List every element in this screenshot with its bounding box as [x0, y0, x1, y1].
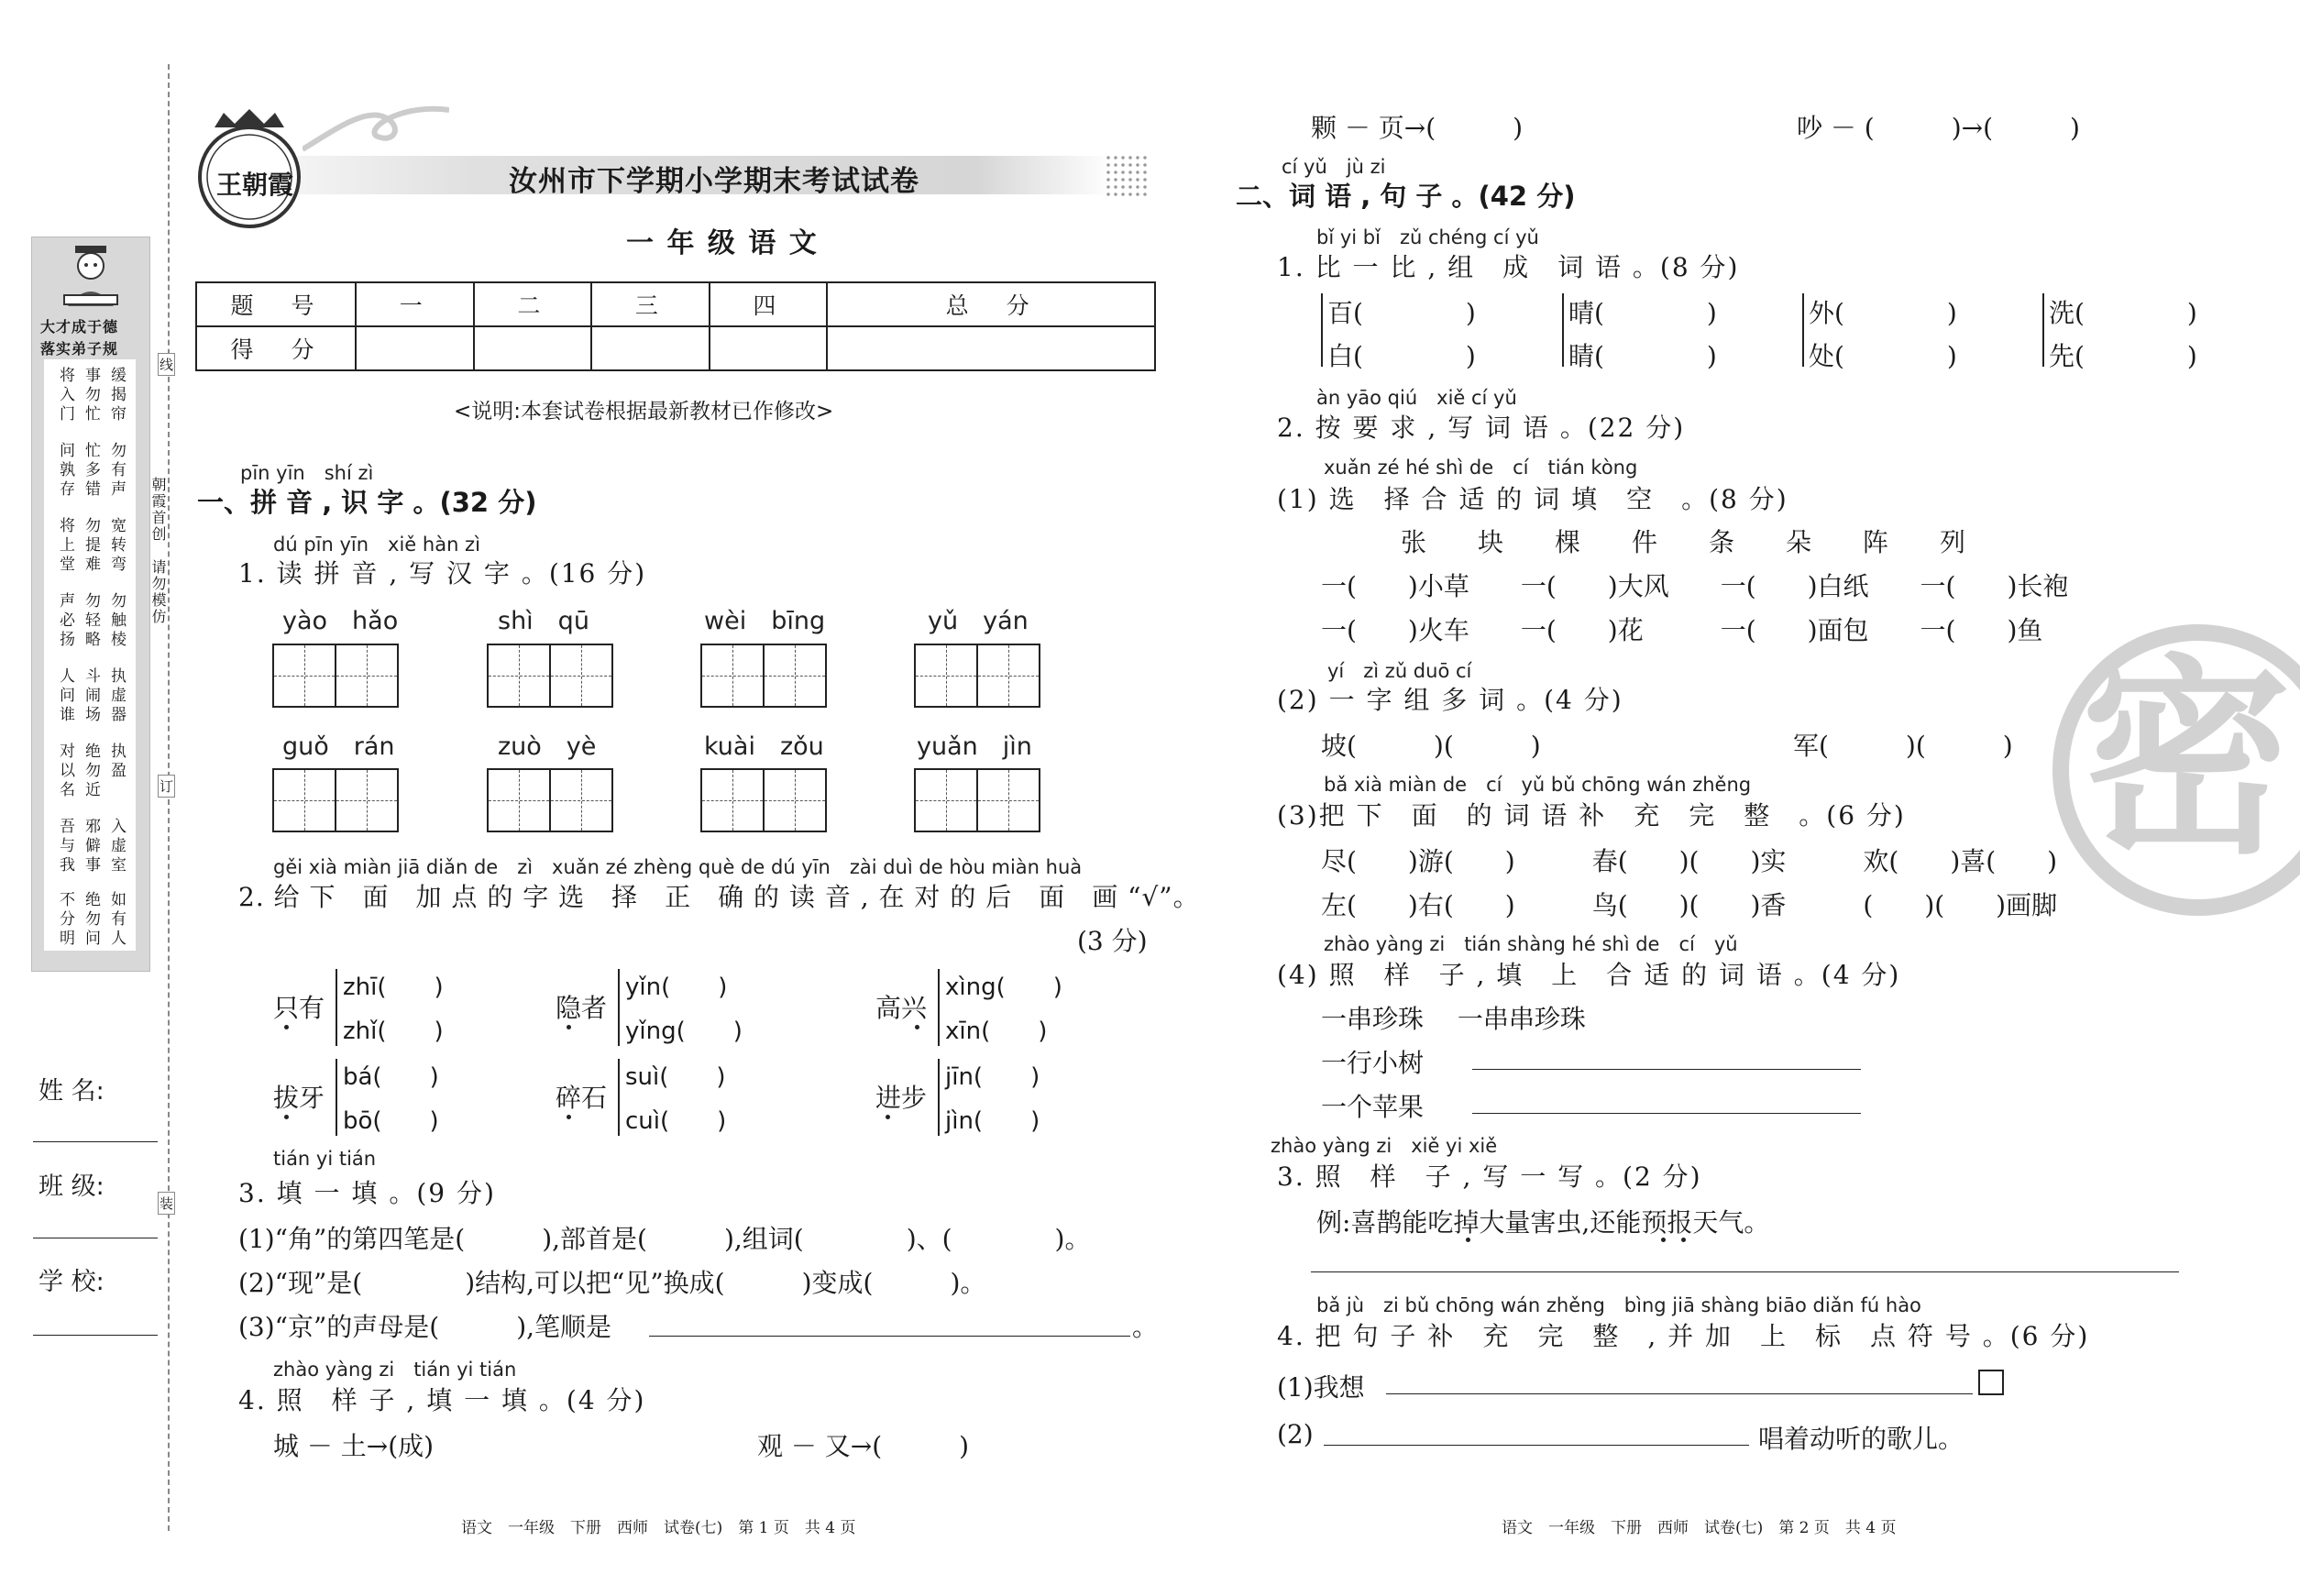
- q2-option[interactable]: xīn( ): [945, 1018, 1048, 1045]
- p4-pinyin: bǎ jù zi bǔ chōng wán zhěng bìng jiā shàng biāo diǎn fú hào: [1316, 1294, 1921, 1316]
- q2-option[interactable]: suì( ): [625, 1063, 726, 1091]
- writing-grid[interactable]: [487, 768, 611, 832]
- score-input-cell[interactable]: [591, 326, 710, 370]
- dizigui-col: 执盈: [107, 743, 126, 781]
- score-table-score-row: [196, 326, 1155, 370]
- p1-pair[interactable]: 百( ): [1327, 298, 1476, 328]
- q3-item-2: (2)“现”是( )结构,可以把“见”换成( )变成( )。: [238, 1268, 986, 1298]
- q1-word-pinyin: zuò yè: [498, 732, 597, 761]
- dizigui-col: 将上堂: [56, 517, 74, 575]
- sec2-pinyin: cí yǔ jù zi: [1282, 156, 1386, 178]
- q2-score: (3 分): [1077, 926, 1148, 956]
- q2-title: 2. 给 下 面 加 点 的 字 选 择 正 确 的 读 音 , 在 对 的 后 面 画 “√”。: [238, 882, 1200, 912]
- banner-dots: [1105, 154, 1150, 196]
- score-table-header-row: [196, 282, 1155, 326]
- q2-word: 只有: [273, 993, 325, 1023]
- score-input-cell[interactable]: [474, 326, 592, 370]
- dizigui-col: 宽转弯: [107, 517, 126, 575]
- p3-answer-line[interactable]: [1311, 1271, 2179, 1272]
- q2-option[interactable]: xìng( ): [945, 974, 1062, 1001]
- p4-item-1: (1)我想: [1277, 1372, 1365, 1403]
- p2-2-pinyin: yí zì zǔ duō cí: [1327, 660, 1472, 682]
- dizigui-col: 入虚室: [107, 818, 126, 875]
- emphasis-dot: [1681, 1238, 1686, 1242]
- q2-brace: [938, 969, 940, 1046]
- writing-grid[interactable]: [700, 768, 825, 832]
- writing-grid[interactable]: [914, 768, 1039, 832]
- p2-title: 2. 按 要 求 , 写 词 语 。(22 分): [1277, 413, 1686, 443]
- school-label: 学 校:: [39, 1268, 105, 1296]
- dizigui-col: 绝勿问: [82, 891, 100, 949]
- emphasis-dot: [567, 1115, 571, 1119]
- cutting-dashed-line: [168, 64, 170, 1531]
- score-table-cell: 三: [591, 282, 710, 326]
- dizigui-col: 执虚器: [107, 667, 126, 725]
- punctuation-box[interactable]: [1978, 1370, 2004, 1395]
- q2-option[interactable]: jìn( ): [945, 1107, 1040, 1135]
- q2-option[interactable]: yǐn( ): [625, 974, 728, 1001]
- copyright-note: 朝霞首创 请勿模仿: [149, 477, 167, 625]
- q1-title: 1. 读 拼 音 , 写 汉 字 。(16 分): [238, 558, 647, 589]
- sec1-title: 一、拼 音 , 识 字 。(32 分): [197, 487, 537, 518]
- p2-2-item-b: 军( )( ): [1793, 731, 2013, 761]
- p1-pair[interactable]: 处( ): [1809, 341, 1957, 371]
- q2-word: 碎石: [556, 1083, 608, 1113]
- q1-word-pinyin: wèi bīng: [704, 607, 826, 635]
- score-table-cell: 四: [710, 282, 828, 326]
- p2-1-word-bank: 张 块 棵 件 条 朵 阵 列: [1401, 527, 1966, 557]
- dizigui-col: 勿触棱: [107, 592, 126, 650]
- p2-3-pinyin: bǎ xià miàn de cí yǔ bǔ chōng wán zhěng: [1324, 774, 1752, 796]
- q1-word-pinyin: yào hǎo: [282, 607, 399, 635]
- q2-option[interactable]: zhī( ): [343, 974, 444, 1001]
- p1-pair[interactable]: 洗( ): [2049, 298, 2197, 328]
- q2-option[interactable]: jīn( ): [945, 1063, 1040, 1091]
- q2-brace: [618, 969, 620, 1046]
- q2-brace: [618, 1059, 620, 1136]
- dizigui-col: 斗闹场: [82, 667, 100, 725]
- writing-grid[interactable]: [914, 644, 1039, 708]
- p1-pair[interactable]: 晴( ): [1568, 298, 1717, 328]
- sidebar-dizigui-text: [51, 367, 134, 953]
- p1-title: 1. 比 一 比 , 组 成 词 语 。(8 分): [1277, 252, 1740, 282]
- p1-pinyin: bǐ yi bǐ zǔ chéng cí yǔ: [1316, 226, 1539, 248]
- sidebar-motto-1: 大才成于德: [40, 318, 119, 336]
- q1-word-pinyin: yuǎn jìn: [917, 732, 1032, 761]
- binding-mark-xian: 线: [158, 353, 175, 376]
- p4-item-2-start: (2): [1277, 1419, 1314, 1449]
- score-table-cell: 得 分: [196, 326, 356, 370]
- q2-option[interactable]: bō( ): [343, 1107, 439, 1135]
- score-input-cell[interactable]: [356, 326, 474, 370]
- logo-text: 王朝霞: [216, 170, 294, 200]
- q1-pinyin: dú pīn yīn xiě hàn zì: [273, 534, 480, 556]
- sec1-pinyin: pīn yīn shí zì: [240, 462, 374, 484]
- p1-brace: [1562, 293, 1564, 367]
- q4-example-1: 城 － 土→(成): [273, 1431, 435, 1461]
- p2-pinyin: àn yāo qiú xiě cí yǔ: [1316, 387, 1517, 409]
- p2-3-title: (3)把 下 面 的 词 语 补 充 完 整 。(6 分): [1277, 800, 1906, 831]
- emphasis-dot: [284, 1025, 289, 1029]
- q3-item-3-end: 。: [1132, 1312, 1159, 1342]
- school-field[interactable]: [33, 1335, 158, 1336]
- score-table-cell: 二: [474, 282, 592, 326]
- score-input-cell[interactable]: [710, 326, 828, 370]
- p1-pair[interactable]: 外( ): [1809, 298, 1957, 328]
- q4-example-2: 观 － 又→( ): [757, 1431, 970, 1461]
- q2-pinyin: gěi xià miàn jiā diǎn de zì xuǎn zé zhèng què de dú yīn zài duì de hòu miàn huà: [273, 856, 1083, 878]
- secret-stamp-char: 密: [2081, 638, 2293, 883]
- writing-grid[interactable]: [272, 644, 397, 708]
- score-input-cell[interactable]: [827, 326, 1155, 370]
- exam-subtitle: 一 年 级 语 文: [626, 227, 819, 259]
- q2-option[interactable]: zhǐ( ): [343, 1018, 444, 1045]
- p2-3-row-2: 左( )右( ) 鸟( )( )香 ( )( )画脚: [1321, 890, 2058, 920]
- name-field[interactable]: [33, 1141, 158, 1142]
- q2-brace: [938, 1059, 940, 1136]
- q3-title: 3. 填 一 填 。(9 分): [238, 1178, 496, 1208]
- q4-pinyin: zhào yàng zi tián yi tián: [273, 1359, 517, 1381]
- score-table-cell: 总 分: [827, 282, 1155, 326]
- score-table-cell: 题 号: [196, 282, 356, 326]
- dizigui-col: 如有人: [107, 891, 126, 949]
- q2-word: 进步: [875, 1083, 928, 1113]
- emphasis-dot: [284, 1115, 289, 1119]
- dizigui-col: 人问谁: [56, 667, 74, 725]
- p2-top-item-2: 吵 － ( )→( ): [1797, 113, 2080, 143]
- q2-option[interactable]: bá( ): [343, 1063, 439, 1091]
- q3-item-1: (1)“角”的第四笔是( ),部首是( ),组词( )、( )。: [238, 1224, 1091, 1254]
- dizigui-col: 声必扬: [56, 592, 74, 650]
- p1-brace: [1802, 293, 1804, 367]
- dizigui-col: 将入门: [56, 367, 74, 424]
- sec2-title: 二、词 语 , 句 子 。(42 分): [1236, 181, 1576, 212]
- exam-title: 汝州市下学期小学期末考试试卷: [509, 165, 919, 198]
- emphasis-dot: [886, 1115, 890, 1119]
- dizigui-col: 对以名: [56, 743, 74, 800]
- p3-title: 3. 照 样 子 , 写 一 写 。(2 分): [1277, 1161, 1702, 1192]
- scholar-icon: [55, 240, 127, 314]
- p2-4-pinyin: zhào yàng zi tián shàng hé shì de cí yǔ: [1324, 933, 1738, 955]
- sidebar-motto-2: 落实弟子规: [40, 340, 119, 358]
- p4-item-2-end: 唱着动听的歌儿。: [1758, 1424, 1964, 1454]
- p2-1-title: (1) 选 择 合 适 的 词 填 空 。(8 分): [1277, 484, 1788, 514]
- writing-grid[interactable]: [487, 644, 611, 708]
- p2-4-title: (4) 照 样 子 , 填 上 合 适 的 词 语 。(4 分): [1277, 960, 1901, 990]
- writing-grid[interactable]: [700, 644, 825, 708]
- dizigui-col: 吾与我: [56, 818, 74, 875]
- p2-4-answer-line[interactable]: [1472, 1069, 1861, 1070]
- p2-4-item-a: 一行小树: [1321, 1048, 1425, 1078]
- score-table-cell: 一: [356, 282, 474, 326]
- q1-word-pinyin: yǔ yán: [928, 607, 1029, 635]
- q1-word-pinyin: shì qū: [498, 607, 589, 635]
- q2-word: 高兴: [875, 993, 928, 1023]
- p2-2-title: (2) 一 字 组 多 词 。(4 分): [1277, 685, 1623, 715]
- emphasis-dot: [915, 1025, 919, 1029]
- dizigui-col: 缓揭帘: [107, 367, 126, 424]
- p1-brace: [1321, 293, 1323, 367]
- emphasis-dot: [567, 1025, 571, 1029]
- q2-word: 拔牙: [273, 1083, 325, 1113]
- ribbon-decoration: [303, 99, 449, 154]
- p4-answer-line[interactable]: [1386, 1393, 1973, 1394]
- q1-word-pinyin: kuài zǒu: [704, 732, 824, 761]
- binding-mark-ding: 订: [158, 775, 175, 798]
- q3-item-3: (3)“京”的声母是( ),笔顺是: [238, 1312, 612, 1342]
- name-label: 姓 名:: [39, 1077, 105, 1106]
- dizigui-col: 事勿忙: [82, 367, 100, 424]
- p1-pair[interactable]: 睛( ): [1568, 341, 1717, 371]
- score-table: [195, 281, 1156, 371]
- p1-pair[interactable]: 先( ): [2049, 341, 2197, 371]
- emphasis-dot: [1661, 1238, 1666, 1242]
- p2-1-row-2: 一( )火车 一( )花 一( )面包 一( )鱼: [1321, 615, 2043, 645]
- emphasis-dot: [1466, 1238, 1470, 1242]
- p3-example: 例:喜鹊能吃掉大量害虫,还能预报天气。: [1316, 1207, 1770, 1238]
- p2-4-answer-line[interactable]: [1472, 1113, 1861, 1114]
- q1-word-pinyin: guǒ rán: [282, 732, 395, 761]
- p2-1-row-1: 一( )小草 一( )大风 一( )白纸 一( )长袍: [1321, 571, 2069, 601]
- p1-brace: [2042, 293, 2044, 367]
- dizigui-col: 邪僻事: [82, 818, 100, 875]
- revision-note: <说明:本套试卷根据最新教材已作修改>: [454, 400, 834, 424]
- class-label: 班 级:: [39, 1172, 105, 1201]
- dizigui-col: 勿有声: [107, 442, 126, 500]
- p2-1-pinyin: xuǎn zé hé shì de cí tián kòng: [1324, 457, 1638, 479]
- q2-word: 隐者: [556, 993, 608, 1023]
- p2-4-item-b: 一个苹果: [1321, 1092, 1425, 1122]
- q2-option[interactable]: cuì( ): [625, 1107, 727, 1135]
- p2-3-row-1: 尽( )游( ) 春( )( )实 欢( )喜( ): [1321, 846, 2058, 876]
- binding-mark-zhuang: 装: [158, 1192, 175, 1215]
- dizigui-col: 勿提难: [82, 517, 100, 575]
- q2-brace: [336, 1059, 337, 1136]
- stroke-order-answer-line[interactable]: [649, 1336, 1130, 1337]
- p3-pinyin: zhào yàng zi xiě yi xiě: [1271, 1135, 1498, 1157]
- p2-4-example: 一串珍珠 一串串珍珠: [1321, 1004, 1586, 1034]
- writing-grid[interactable]: [272, 768, 397, 832]
- q4-title: 4. 照 样 子 , 填 一 填 。(4 分): [238, 1385, 646, 1415]
- p4-title: 4. 把 句 子 补 充 完 整 , 并 加 上 标 点 符 号 。(6 分): [1277, 1321, 2090, 1351]
- q2-brace: [336, 969, 337, 1046]
- page2-footer: 语文 一年级 下册 西师 试卷(七) 第 2 页 共 4 页: [1502, 1519, 1897, 1537]
- dizigui-col: 问孰存: [56, 442, 74, 500]
- p2-2-item-a: 坡( )( ): [1321, 731, 1541, 761]
- p2-top-item-1: 颗 － 页→( ): [1311, 113, 1524, 143]
- dizigui-col: 勿轻略: [82, 592, 100, 650]
- p1-pair[interactable]: 白( ): [1327, 341, 1476, 371]
- page1-footer: 语文 一年级 下册 西师 试卷(七) 第 1 页 共 4 页: [461, 1519, 856, 1537]
- q2-option[interactable]: yǐng( ): [625, 1018, 743, 1045]
- q3-pinyin: tián yi tián: [273, 1148, 377, 1170]
- p4-answer-line[interactable]: [1324, 1445, 1749, 1446]
- dizigui-col: 绝勿近: [82, 743, 100, 800]
- dizigui-col: 不分明: [56, 891, 74, 949]
- dizigui-col: 忙多错: [82, 442, 100, 500]
